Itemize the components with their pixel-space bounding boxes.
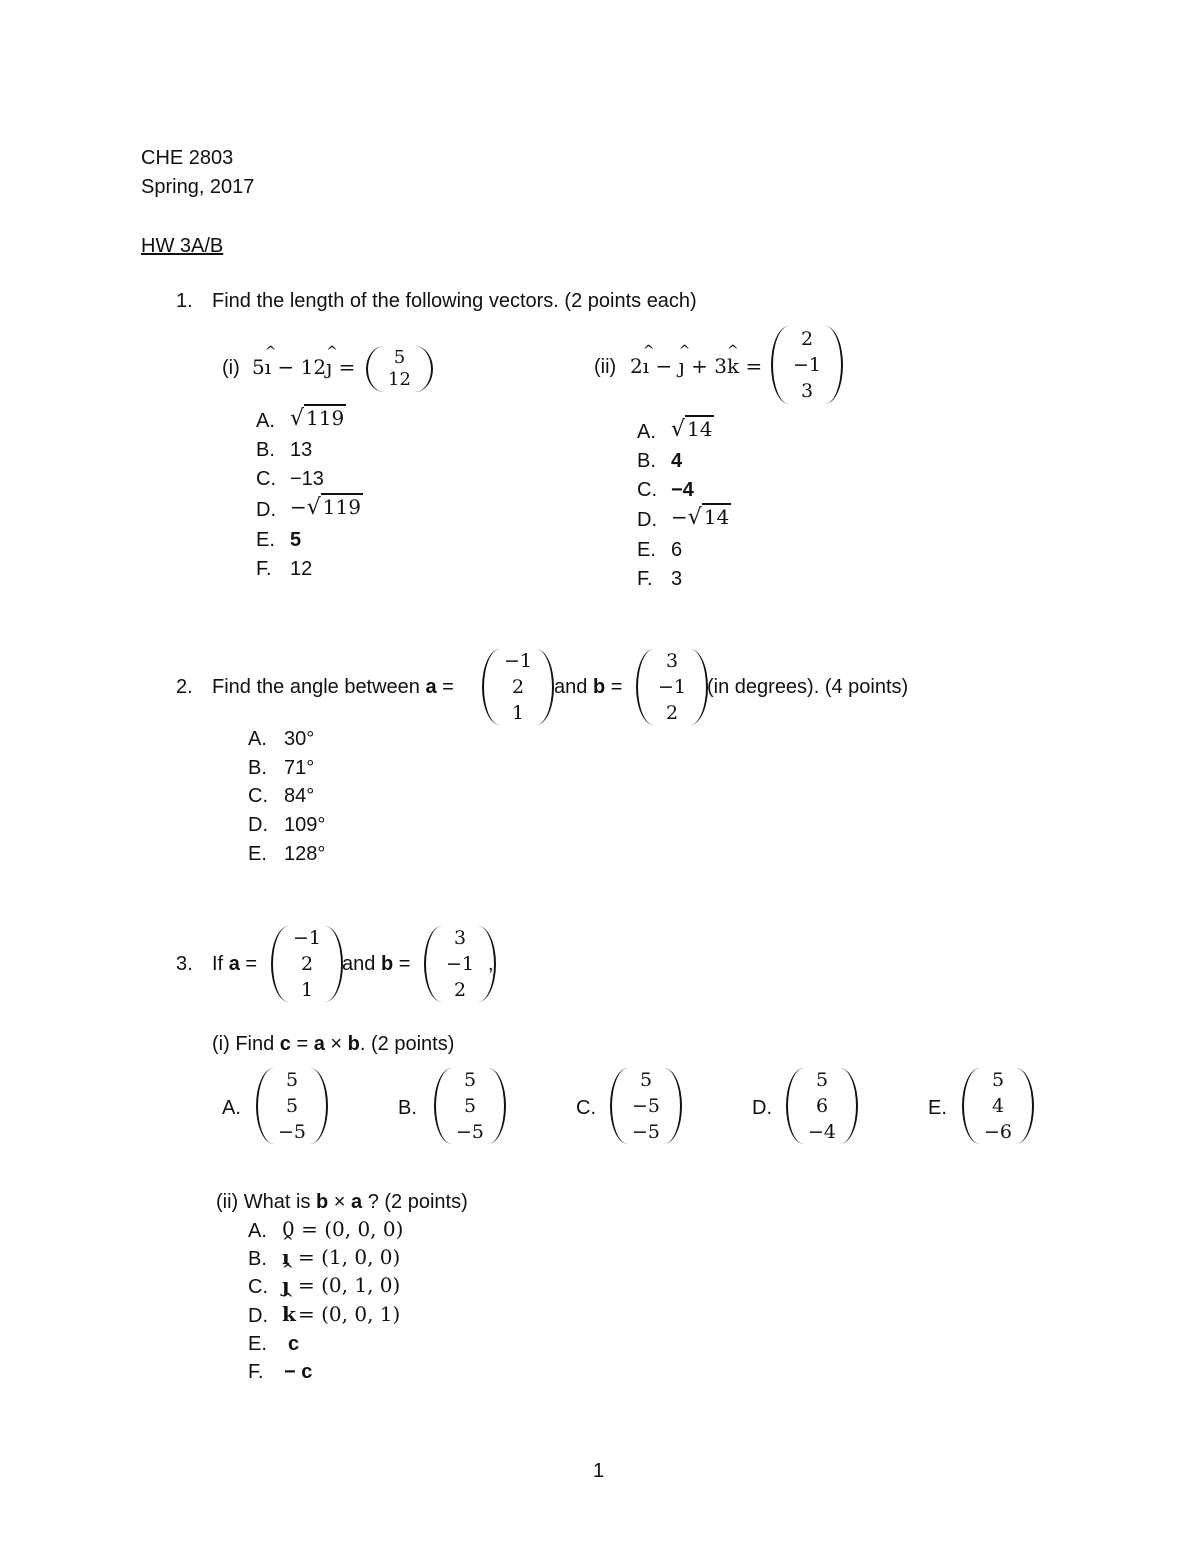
unit-k-icon: k ^ [282,1304,296,1324]
choice-value: = (1, 0, 0) [298,1245,401,1269]
choice-letter: B. [248,757,267,779]
q1-part-i-vector [366,346,433,392]
vector-entry: 5 [639,1069,653,1091]
choice-letter: A. [256,410,275,432]
vector-entry: 3 [665,650,679,672]
choice-letter: D. [256,499,276,521]
choice-letter: C. [248,1276,268,1298]
choice-value: = (0, 1, 0) [298,1273,401,1297]
q2-and-b: and b = [554,676,623,698]
q3-vector-b [424,926,496,1002]
choice-letter: A. [222,1097,241,1119]
vector-entry: −1 [504,650,533,672]
vector-entry: 2 [665,702,679,724]
choice-value: c [288,1333,300,1355]
choice-value: 4 [671,450,683,472]
choice-value: 109° [284,814,326,836]
choice-value: 30° [284,728,315,750]
vector-entry: −5 [632,1095,661,1117]
choice-letter: A. [248,1220,267,1242]
choice-value: 0 = (0, 0, 0) [282,1217,404,1241]
choice-value: −√ 14 [671,505,730,530]
q2-prompt: Find the angle between a = [212,676,454,698]
vector-entry: 5 [285,1069,299,1091]
choice-letter: D. [637,509,657,531]
vector-entry: 2 [511,676,525,698]
vector-entry: 4 [991,1095,1005,1117]
choice-value: 13 [290,439,313,461]
choice-value: √ 14 [671,417,713,442]
choice-vector [610,1068,682,1144]
q2-prompt-end: (in degrees). (4 points) [707,676,909,698]
vector-entry: 2 [300,953,314,975]
choice-letter: E. [256,529,275,551]
choice-value: 3 [671,568,683,590]
choice-letter: F. [637,568,653,590]
unit-i-icon: ı ^ [282,1247,290,1267]
choice-vector [962,1068,1034,1144]
q3-part-ii-prompt: (ii) What is b × a ? (2 points) [216,1191,468,1213]
choice-value: 128° [284,843,326,865]
choice-value: −√ 119 [290,495,361,520]
choice-value: 6 [671,539,683,561]
q1-part-ii-vector [771,326,843,404]
q2-number: 2. [176,676,193,698]
q3-part-i-prompt: (i) Find c = a × b. (2 points) [212,1033,455,1055]
choice-letter: D. [248,1305,268,1327]
q3-and-b: and b = [342,953,411,975]
q3-if-a: If a = [212,953,258,975]
choice-value: 71° [284,757,315,779]
choice-letter: C. [637,479,657,501]
choice-value: = (0, 0, 1) [298,1302,401,1326]
choice-letter: C. [248,785,268,807]
choice-value: 84° [284,785,315,807]
vector-entry: −5 [632,1121,661,1143]
vector-entry: 5 [991,1069,1005,1091]
choice-letter: C. [256,468,276,490]
choice-letter: A. [637,421,656,443]
vector-entry: 3 [800,380,814,402]
vector-entry: −6 [984,1121,1013,1143]
vector-entry: 1 [511,702,525,724]
choice-vector [434,1068,506,1144]
vector-entry: 1 [300,979,314,1001]
q3-number: 3. [176,953,193,975]
choice-letter: F. [248,1361,264,1383]
vector-entry: 5 [463,1069,477,1091]
choice-letter: B. [637,450,656,472]
choice-value: 5 [290,529,302,551]
hw-title: HW 3A/B [141,235,224,257]
page-number: 1 [593,1460,605,1482]
choice-value: −4 [671,479,694,501]
vector-entry: 6 [815,1095,829,1117]
choice-letter: B. [248,1248,267,1270]
choice-value: √ 119 [290,406,345,431]
course-code: CHE 2803 [141,147,234,169]
vector-entry: 5 [393,347,406,368]
vector-entry: 5 [463,1095,477,1117]
choice-letter: D. [248,814,268,836]
vector-entry: 3 [453,927,467,949]
choice-letter: A. [248,728,267,750]
q1-prompt: Find the length of the following vectors. (2 points each) [212,290,697,312]
term: Spring, 2017 [141,176,255,198]
q3-vector-a [271,926,343,1002]
vector-entry: −1 [446,953,475,975]
choice-letter: B. [256,439,275,461]
choice-letter: E. [637,539,656,561]
choice-vector [786,1068,858,1144]
q1-part-ii-label: (ii) [594,356,617,378]
vector-entry: 2 [800,328,814,350]
q2-vector-b [636,649,708,725]
choice-value: 12 [290,558,313,580]
choice-value: −13 [290,468,324,490]
choice-letter: C. [576,1097,596,1119]
vector-entry: −5 [456,1121,485,1143]
vector-entry: −1 [658,676,687,698]
q2-vector-a [482,649,554,725]
q1-part-i-expr: 5ı ^ − 12ȷ ^ = [252,357,355,377]
vector-entry: −5 [278,1121,307,1143]
choice-letter: D. [752,1097,772,1119]
unit-j-icon: ȷ ^ [282,1275,289,1295]
choice-letter: E. [248,843,267,865]
vector-entry: 12 [388,369,411,390]
choice-letter: E. [248,1333,267,1355]
q1-part-i-label: (i) [222,357,240,379]
vector-entry: 5 [815,1069,829,1091]
choice-letter: B. [398,1097,417,1119]
q3-comma: , [488,953,494,975]
choice-letter: F. [256,558,272,580]
q1-part-ii-expr: 2ı ^ − ȷ ^ + 3k ^ = [630,356,762,376]
vector-entry: 2 [453,979,467,1001]
choice-vector [256,1068,328,1144]
choice-value: − c [284,1361,313,1383]
vector-entry: 5 [285,1095,299,1117]
vector-entry: −4 [808,1121,837,1143]
vector-entry: −1 [293,927,322,949]
choice-letter: E. [928,1097,947,1119]
q1-number: 1. [176,290,193,312]
vector-entry: −1 [793,354,822,376]
